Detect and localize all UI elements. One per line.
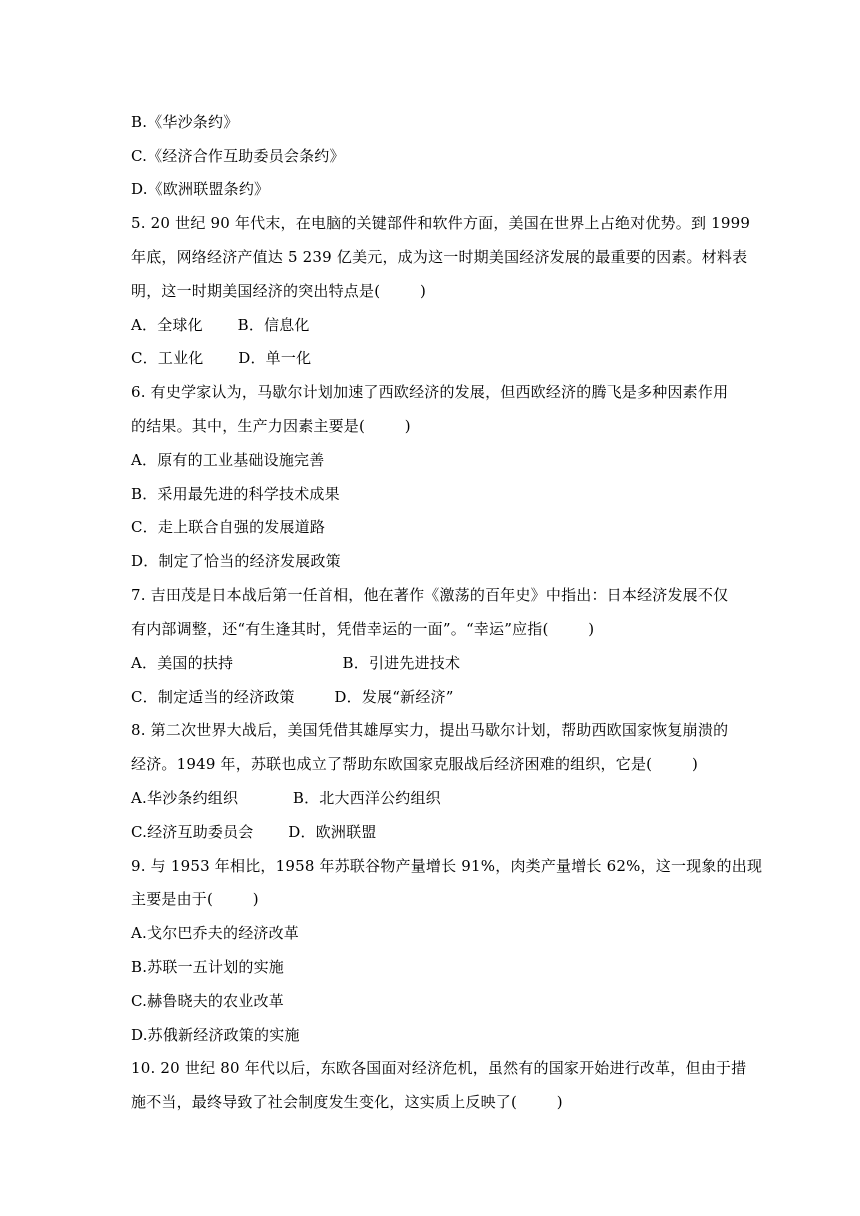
question-line: 明，这一时期美国经济的突出特点是( ) [131, 282, 427, 300]
option-line: C.《经济合作互助委员会条约》 [131, 147, 345, 165]
option-line: A．原有的工业基础设施完善 [131, 451, 325, 469]
option-line: B.《华沙条约》 [131, 113, 239, 131]
question-line: 6. 有史学家认为，马歇尔计划加速了西欧经济的发展，但西欧经济的腾飞是多种因素作用 [131, 383, 729, 401]
question-line: 9. 与 1953 年相比，1958 年苏联谷物产量增长 91%，肉类产量增长 62%，这一现象的出现 [131, 857, 763, 875]
question-line: 经济。1949 年，苏联也成立了帮助东欧国家克服战后经济困难的组织，它是( ) [131, 755, 698, 773]
question-line: 施不当，最终导致了社会制度发生变化，这实质上反映了( ) [131, 1093, 563, 1111]
question-line: 8. 第二次世界大战后，美国凭借其雄厚实力，提出马歇尔计划，帮助西欧国家恢复崩溃的 [131, 721, 729, 739]
option-line: D.苏俄新经济政策的实施 [131, 1026, 300, 1044]
option-line: B.苏联一五计划的实施 [131, 958, 284, 976]
option-line: A.戈尔巴乔夫的经济改革 [131, 924, 300, 942]
option-line: C．制定适当的经济政策 D．发展“新经济” [131, 688, 454, 706]
question-line: 有内部调整，还“有生逢其时，凭借幸运的一面”。“幸运”应指( ) [131, 620, 595, 638]
option-line: A．美国的扶持 B．引进先进技术 [131, 654, 461, 672]
question-line: 年底，网络经济产值达 5 239 亿美元，成为这一时期美国经济发展的最重要的因素。材料表 [131, 248, 748, 266]
option-line: C.赫鲁晓夫的农业改革 [131, 992, 284, 1010]
option-line: A．全球化 B．信息化 [131, 316, 310, 334]
question-line: 10. 20 世纪 80 年代以后，东欧各国面对经济危机，虽然有的国家开始进行改革，但由于措 [131, 1059, 747, 1077]
option-line: C．走上联合自强的发展道路 [131, 518, 326, 536]
question-line: 7. 吉田茂是日本战后第一任首相，他在著作《激荡的百年史》中指出：日本经济发展不仅 [131, 586, 729, 604]
question-line: 5. 20 世纪 90 年代末，在电脑的关键部件和软件方面，美国在世界上占绝对优势。到 1999 [131, 214, 751, 232]
option-line: C．工业化 D．单一化 [131, 349, 312, 367]
question-line: 的结果。其中，生产力因素主要是( ) [131, 417, 411, 435]
option-line: B．采用最先进的科学技术成果 [131, 485, 340, 503]
option-line: C.经济互助委员会 D．欧洲联盟 [131, 823, 377, 841]
option-line: D．制定了恰当的经济发展政策 [131, 552, 341, 570]
option-line: A.华沙条约组织 B．北大西洋公约组织 [131, 789, 441, 807]
option-line: D.《欧洲联盟条约》 [131, 180, 270, 198]
question-line: 主要是由于( ) [131, 890, 259, 908]
